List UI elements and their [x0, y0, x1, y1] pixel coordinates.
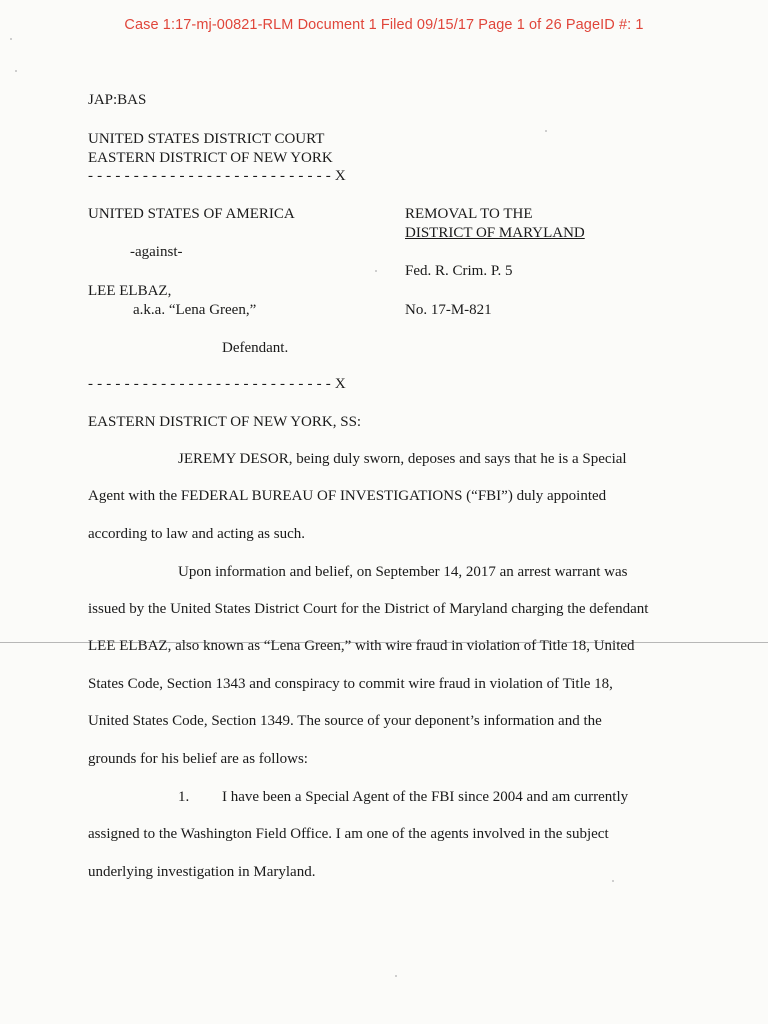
paragraph-line: underlying investigation in Maryland. [88, 864, 316, 880]
caption-separator-top: - - - - - - - - - - - - - - - - - - - - - - - - - - - X [88, 168, 346, 184]
scan-speck [10, 38, 12, 40]
paragraph-number: 1. [178, 789, 190, 805]
paragraph-line: according to law and acting as such. [88, 526, 306, 542]
scan-speck [375, 270, 377, 272]
paragraph-line: JEREMY DESOR, being duly sworn, deposes and says that he is a Special [178, 451, 627, 467]
defendant-name: LEE ELBAZ, [88, 283, 172, 299]
scan-speck [15, 70, 17, 72]
paragraph-line: assigned to the Washington Field Office. I am one of the agents involved in the subject [88, 826, 609, 842]
removal-title-line2: DISTRICT OF MARYLAND [405, 225, 585, 241]
scan-speck [545, 130, 547, 132]
paragraph-line: United States Code, Section 1349. The source of your deponent’s information and the [88, 713, 602, 729]
paragraph-line: Agent with the FEDERAL BUREAU OF INVESTIGATIONS (“FBI”) duly appointed [88, 488, 607, 504]
venue-line: EASTERN DISTRICT OF NEW YORK, SS: [88, 414, 362, 430]
scan-speck [395, 975, 397, 977]
defendant-label: Defendant. [222, 340, 289, 356]
rule-citation: Fed. R. Crim. P. 5 [405, 263, 513, 279]
paragraph-line: grounds for his belief are as follows: [88, 751, 308, 767]
paragraph-line: States Code, Section 1343 and conspiracy to commit wire fraud in violation of Title 18, [88, 676, 613, 692]
scan-speck [612, 880, 614, 882]
paragraph-line: I have been a Special Agent of the FBI since 2004 and am currently [222, 789, 629, 805]
attorney-initials: JAP:BAS [88, 92, 147, 108]
against-label: -against- [130, 244, 183, 260]
plaintiff-name: UNITED STATES OF AMERICA [88, 206, 295, 222]
court-name-line1: UNITED STATES DISTRICT COURT [88, 131, 325, 147]
case-number: No. 17-M-821 [405, 302, 492, 318]
ecf-header: Case 1:17-mj-00821-RLM Document 1 Filed 09/15/17 Page 1 of 26 PageID #: 1 [124, 17, 644, 33]
caption-separator-bottom: - - - - - - - - - - - - - - - - - - - - - - - - - - - X [88, 376, 346, 392]
paragraph-line: LEE ELBAZ, also known as “Lena Green,” with wire fraud in violation of Title 18, United [88, 638, 635, 654]
paragraph-line: issued by the United States District Court for the District of Maryland charging the defendant [88, 601, 649, 617]
paragraph-line: Upon information and belief, on September 14, 2017 an arrest warrant was [178, 564, 628, 580]
removal-title-line1: REMOVAL TO THE [405, 206, 533, 222]
defendant-aka: a.k.a. “Lena Green,” [133, 302, 257, 318]
court-name-line2: EASTERN DISTRICT OF NEW YORK [88, 150, 333, 166]
